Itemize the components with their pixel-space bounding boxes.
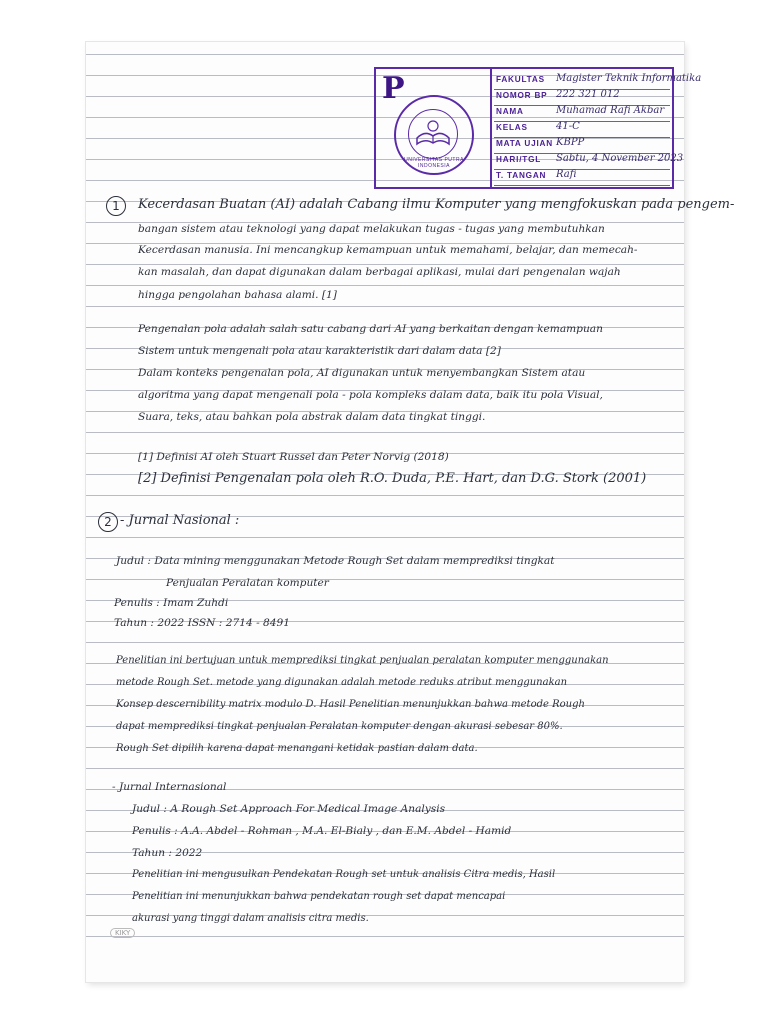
stamp-row-label: MATA UJIAN — [496, 139, 553, 148]
paper-brand-mark: KIKY — [110, 928, 135, 938]
answer-line: Judul : Data mining menggunakan Metode Rough Set dalam memprediksi tingkat — [116, 555, 555, 567]
answer-line: - Jurnal Internasional — [112, 781, 227, 793]
ruled-line — [86, 768, 684, 769]
seal-inner-ring — [408, 109, 458, 159]
ruled-line — [86, 642, 684, 643]
stamp-row — [494, 73, 702, 90]
answer-line: Kecerdasan Buatan (AI) adalah Cabang ilmu Komputer yang mengfokuskan pada pengem- — [138, 197, 735, 212]
stamp-row-value: Rafi — [556, 169, 577, 180]
question-2-number: 2 — [98, 512, 118, 532]
answer-sheet — [86, 42, 735, 982]
answer-line: Suara, teks, atau bahkan pola abstrak dalam data tingkat tinggi. — [138, 411, 486, 423]
stamp-row-value: Magister Teknik Informatika — [556, 73, 702, 84]
ruled-line — [86, 285, 684, 286]
answer-line: hingga pengolahan bahasa alami. [1] — [138, 289, 337, 301]
ruled-line — [86, 306, 684, 307]
stamp-row-value: Muhamad Rafi Akbar — [556, 105, 665, 116]
answer-line: Kecerdasan manusia. Ini mencangkup kemampuan untuk memahami, belajar, dan memecah- — [138, 244, 638, 256]
answer-line: algoritma yang dapat mengenali pola - pola kompleks dalam data, baik itu pola Visual, — [138, 389, 603, 401]
stamp-row — [494, 121, 670, 138]
exam-stamp — [374, 67, 702, 189]
stamp-row-label: T. TANGAN — [496, 171, 547, 180]
question-1-number: 1 — [106, 196, 126, 216]
answer-line: Konsep descernibility matrix modulo D. Hasil Penelitian menunjukkan bahwa metode Rough — [116, 699, 585, 710]
open-book-icon — [409, 110, 457, 158]
seal-text: UNIVERSITAS PUTRA INDONESIA — [404, 157, 464, 169]
answer-line: Penjualan Peralatan komputer — [166, 577, 329, 589]
answer-line: Pengenalan pola adalah salah satu cabang dari AI yang berkaitan dengan kemampuan — [138, 323, 603, 335]
stamp-row-label: NOMOR BP — [496, 91, 548, 100]
stamp-row-value: 41-C — [556, 121, 580, 132]
stamp-row — [494, 153, 684, 170]
national-journal-heading: - Jurnal Nasional : — [120, 513, 240, 528]
ruled-line — [86, 537, 684, 538]
stamp-row-label: KELAS — [496, 123, 528, 132]
stamp-row-label: HARI/TGL — [496, 155, 542, 164]
answer-line: bangan sistem atau teknologi yang dapat melakukan tugas - tugas yang membutuhkan — [138, 223, 605, 235]
answer-line: Sistem untuk mengenali pola atau karakteristik dari dalam data [2] — [138, 345, 501, 357]
stamp-row-label: NAMA — [496, 107, 524, 116]
answer-line: Penulis : Imam Zuhdi — [114, 597, 229, 609]
stamp-row-label: FAKULTAS — [496, 75, 545, 84]
ruled-line — [86, 432, 684, 433]
answer-line: Penelitian ini mengusulkan Pendekatan Rough set untuk analisis Citra medis, Hasil — [132, 869, 556, 880]
ruled-line — [86, 495, 684, 496]
stamp-logo-letter: P — [382, 71, 405, 106]
stamp-row — [494, 89, 670, 106]
answer-line: Penelitian ini menunjukkan bahwa pendekatan rough set dapat mencapai — [132, 891, 506, 902]
stamp-row — [494, 169, 670, 186]
answer-line: Tahun : 2022 — [132, 847, 203, 859]
stamp-row — [494, 105, 670, 122]
answer-line: dapat memprediksi tingkat penjualan Peralatan komputer dengan akurasi sebesar 80%. — [116, 721, 563, 732]
stamp-row-value: Sabtu, 4 November 2023 — [556, 153, 684, 164]
answer-line: kan masalah, dan dapat digunakan dalam berbagai aplikasi, mulai dari pengenalan wajah — [138, 266, 621, 278]
answer-line: Dalam konteks pengenalan pola, AI digunakan untuk menyembangkan Sistem atau — [138, 367, 586, 379]
answer-line: Judul : A Rough Set Approach For Medical Image Analysis — [132, 803, 446, 815]
stamp-row-value: KBPP — [556, 137, 585, 148]
answer-line: Penulis : A.A. Abdel - Rohman , M.A. El-Bialy , dan E.M. Abdel - Hamid — [132, 825, 512, 837]
university-seal-icon — [394, 95, 474, 175]
stamp-row — [494, 137, 670, 154]
answer-line: metode Rough Set. metode yang digunakan adalah metode reduks atribut menggunakan — [116, 677, 568, 688]
ruled-line — [86, 936, 684, 937]
answer-line: Rough Set dipilih karena dapat menangani ketidak pastian dalam data. — [116, 743, 478, 754]
answer-line: Penelitian ini bertujuan untuk memprediksi tingkat penjualan peralatan komputer menggunakan — [116, 655, 609, 666]
ruled-line — [86, 54, 684, 55]
reference-line: [2] Definisi Pengenalan pola oleh R.O. Duda, P.E. Hart, dan D.G. Stork (2001) — [138, 471, 647, 486]
answer-line: akurasi yang tinggi dalam analisis citra medis. — [132, 913, 369, 924]
stamp-logo-area — [376, 69, 492, 187]
reference-line: [1] Definisi AI oleh Stuart Russel dan Peter Norvig (2018) — [138, 451, 449, 463]
answer-line: Tahun : 2022 ISSN : 2714 - 8491 — [114, 617, 290, 629]
stamp-row-value: 222 321 012 — [556, 89, 620, 100]
